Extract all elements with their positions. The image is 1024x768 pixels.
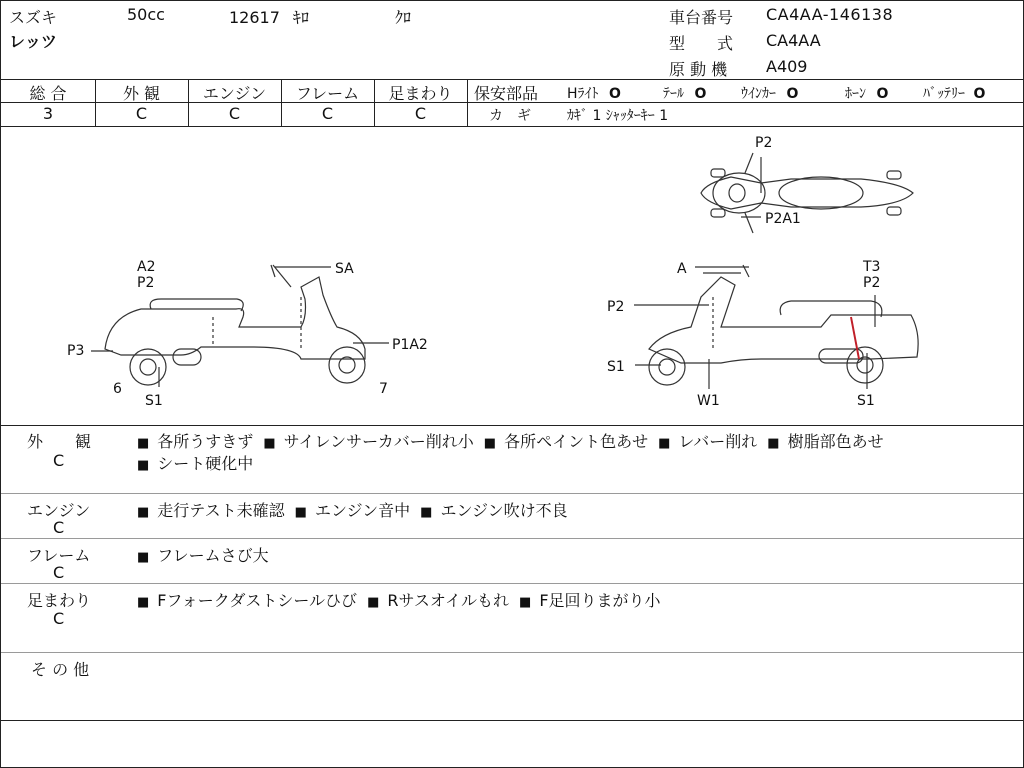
diagram-label: S1 [857, 393, 875, 409]
remark-grade-frame: C [53, 563, 65, 582]
key-value: ｶｷﾞ 1 ｼｬｯﾀｰｷｰ 1 [567, 108, 669, 124]
remark-line [137, 588, 671, 611]
diagram-label: P1A2 [392, 337, 428, 353]
remark-item: 各所うすきず [157, 432, 254, 451]
bullet-icon: ■ [767, 436, 780, 451]
safety-item-name: ﾎｰﾝ [845, 86, 866, 102]
remark-item: 走行テスト未確認 [157, 501, 285, 520]
safety-item-name: ﾊﾞｯﾃﾘｰ [923, 86, 965, 102]
remark-grade-suspension: C [53, 609, 65, 628]
remark-item: フレームさび大 [157, 546, 269, 565]
score-label-frame: フレーム [295, 84, 360, 103]
safety-item-mark: O [876, 86, 889, 102]
scooter-top-view [701, 153, 913, 233]
remark-line [137, 543, 279, 566]
safety-item-mark: O [694, 86, 707, 102]
score-value-frame: C [321, 104, 334, 123]
safety-item-name: Hﾗｲﾄ [567, 86, 599, 102]
safety-item-mark: O [973, 86, 986, 102]
safety-item-battery [923, 83, 985, 103]
bullet-icon: ■ [137, 436, 150, 451]
score-label-suspension: 足まわり [388, 84, 453, 103]
safety-item-name: ﾃｰﾙ [663, 86, 684, 102]
divider [467, 79, 468, 126]
bullet-icon: ■ [420, 505, 433, 520]
diagram-label: S1 [607, 359, 625, 375]
bullet-icon: ■ [137, 595, 150, 610]
remark-item: エンジン吹け不良 [440, 501, 568, 520]
divider [1, 493, 1023, 494]
remark-line [137, 429, 894, 452]
diagram-label: P2 [755, 135, 773, 151]
remark-label-appearance: 外 観 [27, 432, 92, 451]
score-label-overall: 総 合 [29, 84, 67, 103]
bullet-icon: ■ [658, 436, 671, 451]
mileage-unit: ｷﾛ [293, 8, 310, 27]
divider [1, 720, 1023, 721]
remark-item: Fフォークダストシールひび [157, 591, 358, 610]
bullet-icon: ■ [137, 505, 150, 520]
safety-item-mark: O [608, 86, 621, 102]
score-value-overall: 3 [42, 104, 54, 123]
color: ｸﾛ [395, 8, 412, 27]
diagram-label: P2 [863, 275, 881, 291]
displacement: 50cc [127, 5, 165, 24]
remark-label-engine: エンジン [27, 501, 91, 520]
model-type-label: 型 式 [669, 34, 734, 53]
remark-item: シート硬化中 [157, 454, 254, 473]
engine-model-value: A409 [766, 57, 808, 76]
safety-parts-label: 保安部品 [474, 84, 539, 103]
key-label: カ ギ [489, 108, 531, 124]
divider [1, 583, 1023, 584]
remark-label-suspension: 足まわり [27, 591, 92, 610]
safety-item-mark: O [786, 86, 799, 102]
bullet-icon: ■ [483, 436, 497, 451]
remark-item: F足回りまがり小 [539, 591, 661, 610]
remark-item: 各所ペイント色あせ [504, 432, 649, 451]
model-type-value: CA4AA [766, 31, 821, 50]
score-value-appearance: C [135, 104, 148, 123]
bullet-icon: ■ [294, 505, 307, 520]
mileage [229, 5, 309, 28]
diagram-label: A2 [137, 259, 156, 275]
engine-model-label: 原 動 機 [669, 60, 728, 79]
diagram-label: W1 [697, 393, 720, 409]
score-value-suspension: C [414, 104, 427, 123]
remark-item: 樹脂部色あせ [787, 432, 884, 451]
bullet-icon: ■ [519, 595, 532, 610]
bullet-icon: ■ [137, 550, 150, 565]
diagram-label: P2 [607, 299, 625, 315]
diagram-label: S1 [145, 393, 163, 409]
divider [1, 79, 1023, 80]
diagram-label: A [677, 261, 687, 277]
remark-line [137, 451, 263, 474]
diagram-label: P2A1 [765, 211, 801, 227]
remark-item: Rサスオイルもれ [387, 591, 510, 610]
safety-item-name: ｳｲﾝｶｰ [741, 86, 776, 102]
remark-item: レバー削れ [678, 432, 758, 451]
score-label-engine: エンジン [202, 84, 267, 103]
score-label-appearance: 外 観 [122, 84, 161, 103]
bullet-icon: ■ [367, 595, 380, 610]
safety-item-headlight [567, 83, 621, 103]
remark-item: サイレンサーカバー削れ小 [283, 432, 474, 451]
safety-item-taillight [663, 83, 706, 103]
remark-item: エンジン音中 [314, 501, 411, 520]
diagram-label: 6 [113, 381, 122, 397]
diagram-label: P2 [137, 275, 155, 291]
damage-diagram [1, 127, 1023, 425]
safety-item-turn-signal [741, 83, 798, 103]
bullet-icon: ■ [137, 458, 150, 473]
diagram-label: SA [335, 261, 354, 277]
model-name: レッツ [9, 32, 57, 51]
remark-grade-engine: C [53, 518, 65, 537]
divider [1, 538, 1023, 539]
diagram-label: P3 [67, 343, 85, 359]
divider [1, 652, 1023, 653]
frame-number-label: 車台番号 [669, 8, 734, 27]
bullet-icon: ■ [263, 436, 276, 451]
remark-label-frame: フレーム [27, 546, 91, 565]
divider [1, 425, 1023, 426]
score-value-engine: C [228, 104, 241, 123]
diagram-label: T3 [863, 259, 881, 275]
safety-item-horn [845, 83, 888, 103]
remark-label-other: そ の 他 [31, 660, 90, 679]
mileage-value: 12617 [229, 8, 280, 27]
remark-grade-appearance: C [53, 451, 65, 470]
remark-line [137, 498, 578, 521]
diagram-label: 7 [379, 381, 388, 397]
maker-name: スズキ [9, 8, 58, 27]
frame-number-value: CA4AA-146138 [766, 5, 894, 24]
